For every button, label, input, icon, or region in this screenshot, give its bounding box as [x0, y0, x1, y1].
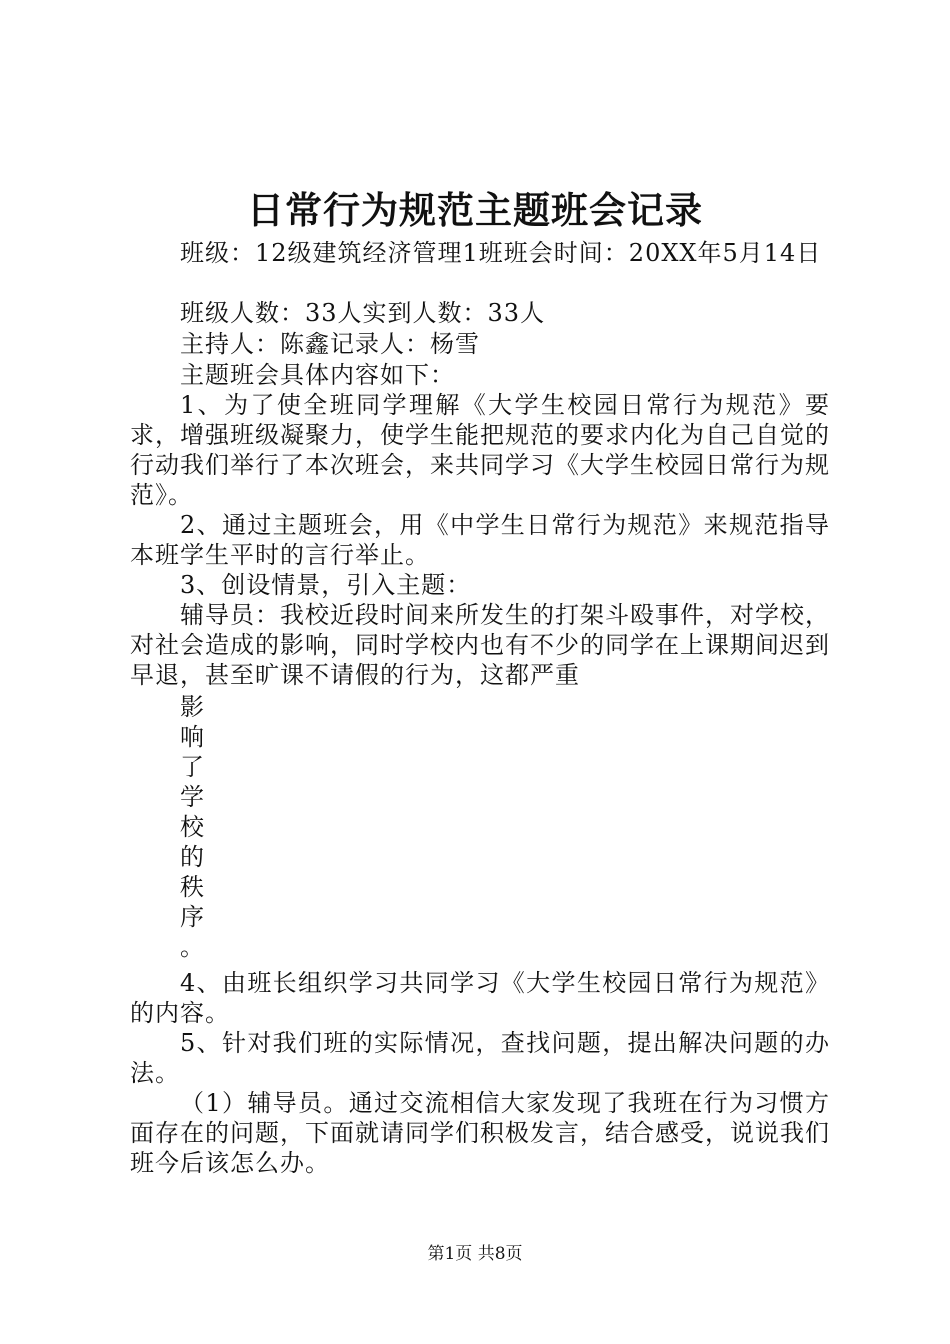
- paragraph-2: 2、通过主题班会，用《中学生日常行为规范》来规范指导本班学生平时的言行举止。: [130, 511, 830, 569]
- vertical-char: 影: [180, 693, 204, 721]
- vertical-char: 校: [180, 813, 204, 841]
- class-info-line: 班级：12级建筑经济管理1班班会时间：20XX年5月14日: [180, 239, 822, 267]
- paragraph-1: 1、为了使全班同学理解《大学生校园日常行为规范》要求，增强班级凝聚力，使学生能把规范的要求内化为自己自觉的行动我们举行了本次班会，来共同学习《大学生校园日常行为规范》。: [130, 391, 830, 509]
- paragraph-5: 4、由班长组织学习共同学习《大学生校园日常行为规范》的内容。: [130, 969, 830, 1027]
- vertical-char: 响: [180, 723, 204, 751]
- paragraph-6: 5、针对我们班的实际情况，查找问题，提出解决问题的办法。: [130, 1029, 830, 1087]
- document-title: 日常行为规范主题班会记录: [247, 188, 703, 232]
- paragraph-7: （1）辅导员。通过交流相信大家发现了我班在行为习惯方面存在的问题，下面就请同学们积极发言，结合感受，说说我们班今后该怎么办。: [130, 1089, 830, 1177]
- vertical-char: 秩: [180, 873, 204, 901]
- vertical-char: 了: [180, 753, 204, 781]
- host-recorder-line: 主持人：陈鑫记录人：杨雪: [180, 330, 480, 358]
- vertical-text-column: [180, 692, 210, 962]
- vertical-char: 学: [180, 783, 204, 811]
- paragraph-group-2: [130, 968, 830, 1178]
- paragraph-4: 辅导员：我校近段时间来所发生的打架斗殴事件，对学校，对社会造成的影响，同时学校内也有不少的同学在上课期间迟到早退，甚至旷课不请假的行为，这都严重: [130, 601, 830, 689]
- vertical-char: 序: [180, 903, 204, 931]
- paragraph-group-1: [130, 390, 830, 690]
- page-number-footer: 第1页 共8页: [427, 1244, 523, 1264]
- vertical-char: 的: [180, 843, 204, 871]
- attendance-line: 班级人数：33人实到人数：33人: [180, 299, 546, 327]
- content-intro-line: 主题班会具体内容如下：: [180, 361, 455, 389]
- vertical-char: 。: [180, 933, 204, 961]
- paragraph-3: 3、创设情景，引入主题：: [180, 571, 472, 599]
